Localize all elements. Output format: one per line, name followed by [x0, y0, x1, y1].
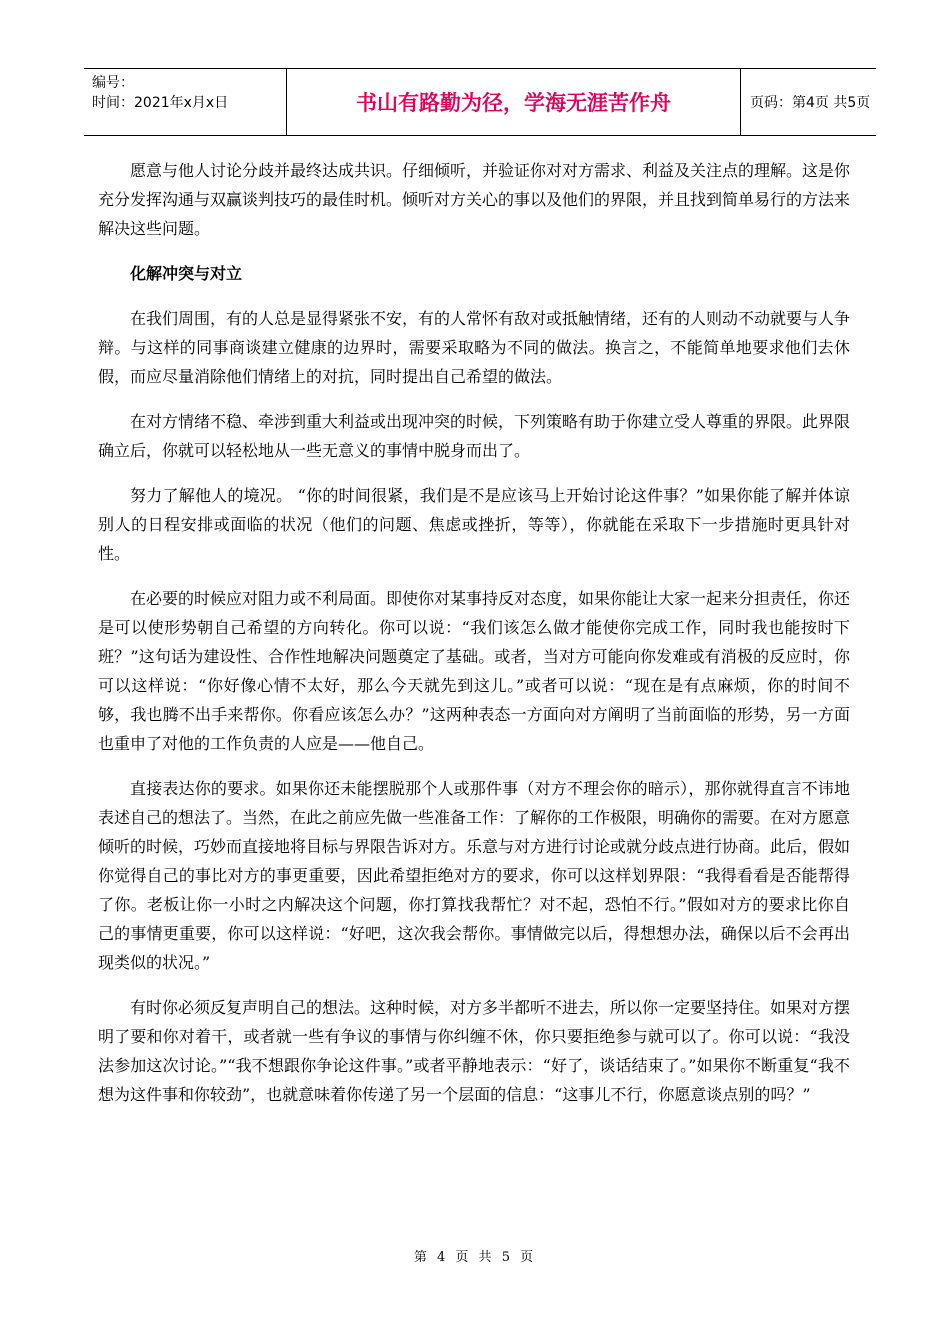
paragraph-1: 愿意与他人讨论分歧并最终达成共识。仔细倾听，并验证你对对方需求、利益及关注点的理解。这是你充分发挥沟通与双赢谈判技巧的最佳时机。倾听对方关心的事以及他们的界限，并且找到简单易行的方法来解决这些问题。	[98, 161, 851, 238]
paragraph-6: 直接表达你的要求。如果你还未能摆脱那个人或那件事（对方不理会你的暗示），那你就得直言不讳地表述自己的想法了。当然，在此之前应先做一些准备工作：了解你的工作极限，明确你的需要。在对方愿意倾听的时候，巧妙而直接地将目标与界限告诉对方。乐意与对方进行讨论或就分歧点进行协商。此后，假如你觉得自己的事比对方的事更重要，因此希望拒绝对方的要求，你可以这样划界限：“我得看看是否能帮得了你。老板让你一小时之内解决这个问题，你打算找我帮忙？对不起，恐怕不行。”假如对方的要求比你自己的事情更重要，你可以这样说：“好吧，这次我会帮你。事情做完以后，得想想办法，确保以后不会再出现类似的状况。”	[98, 779, 851, 972]
header-number-label: 编号：	[92, 75, 134, 91]
document-header	[84, 68, 876, 136]
paragraph-7: 有时你必须反复声明自己的想法。这种时候，对方多半都听不进去，所以你一定要坚持住。如果对方摆明了要和你对着干，或者就一些有争议的事情与你纠缠不休，你只要拒绝参与就可以了。你可以说：“我没法参加这次讨论。”“我不想跟你争论这件事。”或者平静地表示：“好了，谈话结束了。”如果你不断重复“我不想为这件事和你较劲”，也就意味着你传递了另一个层面的信息：“这事儿不行，你愿意谈点别的吗？”	[98, 998, 851, 1104]
page-footer: 第 4 页 共 5 页	[413, 1250, 537, 1265]
paragraph-2: 在我们周围，有的人总是显得紧张不安，有的人常怀有敌对或抵触情绪，还有的人则动不动就要与人争辩。与这样的同事商谈建立健康的边界时，需要采取略为不同的做法。换言之，不能简单地要求他们去休假，而应尽量消除他们情绪上的对抗，同时提出自己希望的做法。	[98, 309, 851, 386]
section-heading: 化解冲突与对立	[130, 264, 243, 283]
header-motto: 书山有路勤为径，学海无涯苦作舟	[287, 69, 741, 135]
paragraph-5: 在必要的时候应对阻力或不利局面。即使你对某事持反对态度，如果你能让大家一起来分担责任，你还是可以使形势朝自己希望的方向转化。你可以说：“我们该怎么做才能使你完成工作，同时我也能按时下班？”这句话为建设性、合作性地解决问题奠定了基础。或者，当对方可能向你发难或有消极的反应时，你可以这样说：“你好像心情不太好，那么今天就先到这儿。”或者可以说：“现在是有点麻烦，你的时间不够，我也腾不出手来帮你。你看应该怎么办？”这两种表态一方面向对方阐明了当前面临的形势，另一方面也重申了对他的工作负责的人应是——他自己。	[98, 589, 851, 753]
header-page-info: 页码：第4页 共5页	[750, 95, 871, 111]
header-meta	[84, 69, 287, 135]
paragraph-3: 在对方情绪不稳、牵涉到重大利益或出现冲突的时候，下列策略有助于你建立受人尊重的界限。此界限确立后，你就可以轻松地从一些无意义的事情中脱身而出了。	[98, 412, 851, 460]
paragraph-4: 努力了解他人的境况。 “你的时间很紧，我们是不是应该马上开始讨论这件事？”如果你能了解并体谅别人的日程安排或面临的状况（他们的问题、焦虑或挫折，等等），你就能在采取下一步措施时更具针对性。	[98, 486, 850, 563]
header-date-label: 时间：2021年x月x日	[92, 95, 229, 111]
document-body	[98, 156, 850, 1125]
